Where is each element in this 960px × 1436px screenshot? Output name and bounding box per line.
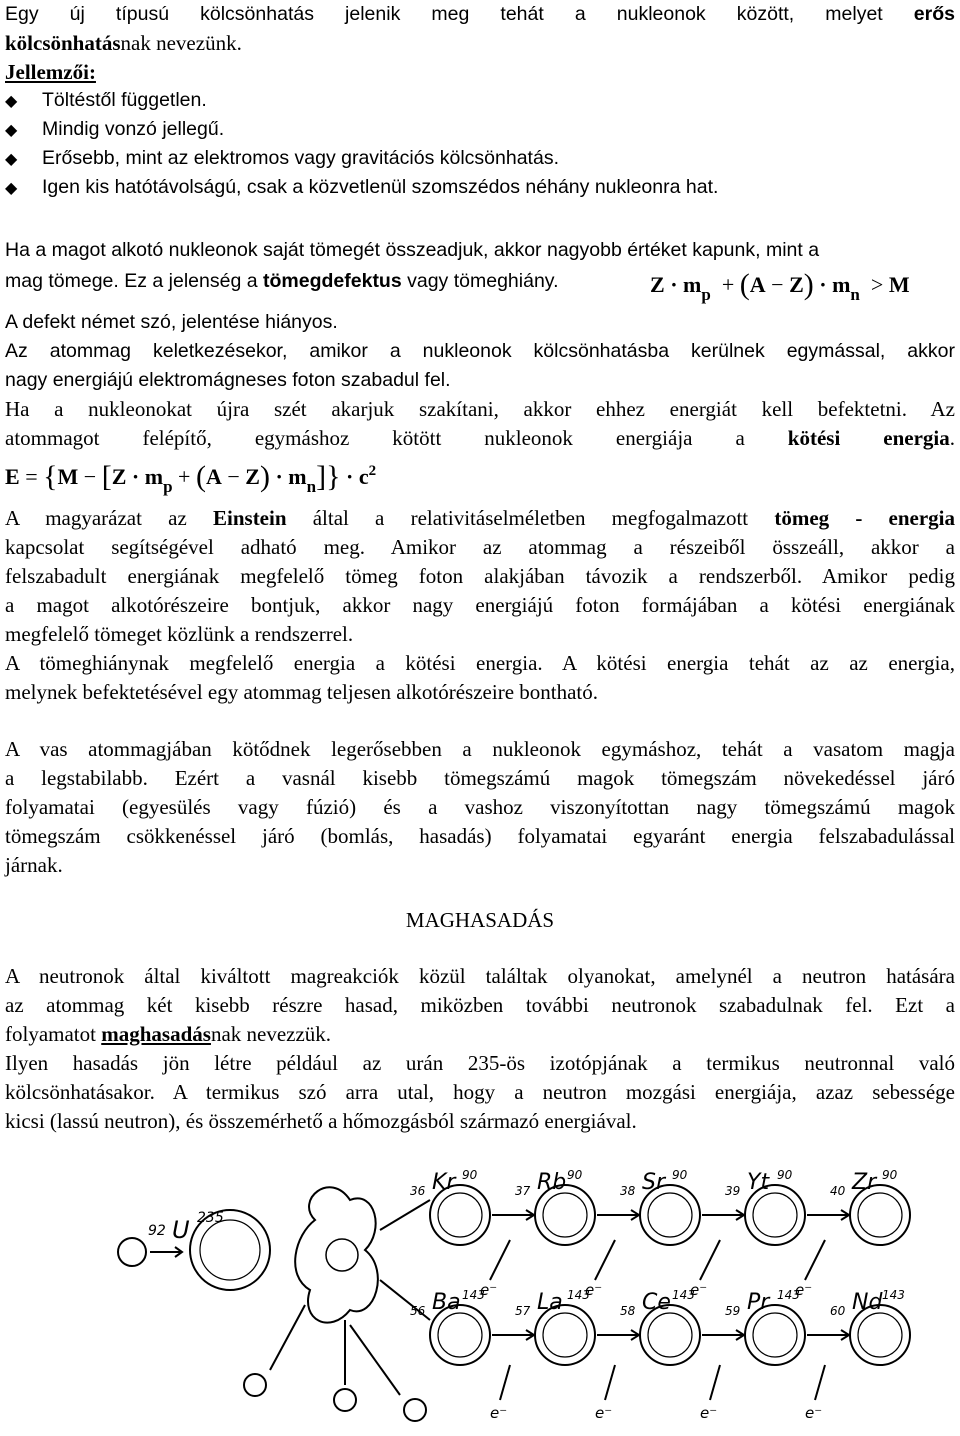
nucleus-label-sym: Kr <box>432 1170 456 1195</box>
einstein-line-6: A tömeghiánynak megfelelő energia a kötési energia. A kötési energia tehát az az energia, <box>5 651 955 675</box>
iron-line-5: járnak. <box>5 853 63 877</box>
nucleus-label-z: 57 <box>515 1304 531 1318</box>
nucleus-label-z: 60 <box>830 1304 846 1318</box>
defect-line-5: nagy energiájú elektromágneses foton szabadul fel. <box>5 369 451 391</box>
bullet-item: Töltéstől független. <box>42 89 207 111</box>
uranium-symbol: U <box>172 1216 190 1244</box>
nucleus-label-z: 58 <box>620 1304 636 1318</box>
defect-line-6: Ha a nukleonokat újra szét akarjuk szakítani, akkor ehhez energiát kell befektetni. Az <box>5 397 955 421</box>
electron-label: e⁻ <box>700 1404 718 1422</box>
bold-term: tömegdefektus <box>263 270 402 292</box>
fission-line-1: A neutronok által kiváltott magreakciók közül találtak olyanokat, amelynél a neutron hatására <box>5 964 955 988</box>
intro-line-1 <box>5 0 955 28</box>
body-text: nak nevezzük. <box>210 1022 332 1046</box>
nucleus-label-z: 56 <box>410 1304 426 1318</box>
iron-line-4: tömegszám csökkenéssel járó (bomlás, hasadás) folyamatai egyaránt energia felszabadulással <box>5 824 955 848</box>
splitting-nucleus <box>295 1187 378 1322</box>
nucleus-label-sym: Sr <box>642 1170 666 1195</box>
nucleus-label-sym: Nd <box>852 1290 883 1315</box>
einstein-line-5: megfelelő tömeget közlünk a rendszerrel. <box>5 622 354 646</box>
nucleus-label-z: 36 <box>410 1184 426 1198</box>
nucleus-label-a: 143 <box>777 1288 800 1302</box>
einstein-line-2: kapcsolat segítségével adható meg. Amikor az atommag a részeiből összeáll, akkor a <box>5 535 955 559</box>
defect-line-3: A defekt német szó, jelentése hiányos. <box>5 311 338 333</box>
diamond-bullet-icon: ◆ <box>5 93 18 110</box>
bold-term: erős <box>913 3 955 25</box>
einstein-line-4: a magot alkotórészeire bontjuk, akkor nagy energiájú foton formájában a kötési energiának <box>5 593 955 617</box>
electron-label: e⁻ <box>480 1281 498 1299</box>
nucleus-label-a: 143 <box>672 1288 695 1302</box>
nucleus-label-sym: Zr <box>852 1170 877 1195</box>
defect-line-4: Az atommag keletkezésekor, amikor a nukleonok kölcsönhatásba kerülnek egymással, akkor <box>5 340 955 362</box>
electron-label: e⁻ <box>595 1404 613 1422</box>
uranium-a-label: 235 <box>197 1210 224 1226</box>
electron-label: e⁻ <box>795 1281 813 1299</box>
characteristics-heading: Jellemzői: <box>5 60 96 84</box>
einstein-line-3: felszabadult energiának megfelelő tömeg foton alakjában távozik a rendszerből. Amikor pedig <box>5 564 955 588</box>
fission-line-6: kicsi (lassú neutron), és összemérhető a hőmozgásból származó energiával. <box>5 1109 637 1133</box>
nucleus-label-a: 143 <box>462 1288 485 1302</box>
nucleus-label-a: 90 <box>777 1168 793 1182</box>
nucleus-label-sym: Yt <box>747 1170 770 1195</box>
nucleus-label-a: 143 <box>882 1288 905 1302</box>
bullet-item: Igen kis hatótávolságú, csak a közvetlenül szomszédos néhány nukleonra hat. <box>42 176 719 198</box>
neutron-circle <box>118 1238 146 1266</box>
nucleus-label-a: 143 <box>567 1288 590 1302</box>
fission-diagram <box>80 1160 940 1430</box>
body-text: . <box>949 426 955 450</box>
nucleus-label-z: 40 <box>830 1184 846 1198</box>
uranium-z-label: 92 <box>148 1223 166 1239</box>
bullet-item: Erősebb, mint az elektromos vagy gravitációs kölcsönhatás. <box>42 147 559 169</box>
electron-label: e⁻ <box>690 1281 708 1299</box>
nucleus-label-z: 39 <box>725 1184 741 1198</box>
intro-text: Egy új típusú kölcsönhatás jelenik meg tehát a nukleonok között, melyet <box>5 3 914 25</box>
bold-term: tömeg - energia <box>774 506 955 530</box>
nucleus-label-z: 37 <box>515 1184 531 1198</box>
electron-label: e⁻ <box>585 1281 603 1299</box>
iron-line-1: A vas atommagjában kötődnek legerősebben a nukleonok egymáshoz, tehát a vasatom magja <box>5 737 955 761</box>
nucleus-label-sym: Pr <box>747 1290 770 1315</box>
body-text: folyamatot <box>5 1022 102 1046</box>
defect-line-1: Ha a magot alkotó nukleonok saját tömegét összeadjuk, akkor nagyobb értéket kapunk, mint a <box>5 239 820 261</box>
bold-term: kötési energia <box>787 426 950 450</box>
bold-term: kölcsönhatás <box>5 31 121 55</box>
bullet-item: Mindig vonzó jellegű. <box>42 118 225 140</box>
section-title: MAGHASADÁS <box>405 908 555 932</box>
bold-term: maghasadás <box>101 1022 211 1046</box>
binding-energy-formula: $E = \{M - [Z \cdot m_p + (A - Z) \cdot m_n]\} \cdot c^2$ <box>5 460 377 496</box>
einstein-line-1 <box>5 504 955 532</box>
body-text: mag tömege. Ez a jelenség a <box>5 270 263 292</box>
nucleus-label-a: 90 <box>672 1168 688 1182</box>
iron-line-3: folyamatai (egyesülés vagy fúzió) és a vashoz viszonyítottan nagy tömegszámú magok <box>5 795 955 819</box>
defect-line-7 <box>5 424 955 452</box>
diamond-bullet-icon: ◆ <box>5 122 18 139</box>
body-text: A magyarázat az <box>5 506 213 530</box>
nucleus-label-a: 90 <box>462 1168 478 1182</box>
diamond-bullet-icon: ◆ <box>5 151 18 168</box>
nucleus-label-z: 59 <box>725 1304 741 1318</box>
mass-defect-formula: $Z \cdot m_p + (A - Z) \cdot m_n > M$ <box>650 268 910 304</box>
intro-line-2 <box>5 29 242 57</box>
nucleus-label-a: 90 <box>567 1168 583 1182</box>
einstein-line-7: melynek befektetésével egy atommag teljesen alkotórészeire bontható. <box>5 680 599 704</box>
nucleus-label-z: 38 <box>620 1184 636 1198</box>
electron-label: e⁻ <box>490 1404 508 1422</box>
nucleus-label-sym: Rb <box>537 1170 567 1195</box>
fission-line-3 <box>5 1020 331 1048</box>
diamond-bullet-icon: ◆ <box>5 180 18 197</box>
electron-label: e⁻ <box>805 1404 823 1422</box>
body-text: vagy tömeghiány. <box>401 270 559 292</box>
intro-text: nak nevezünk. <box>120 31 242 55</box>
bold-term: Einstein <box>213 506 287 530</box>
body-text: által a relativitáselméletben megfogalmazott <box>286 506 775 530</box>
nucleus-label-a: 90 <box>882 1168 898 1182</box>
nucleus-label-sym: Ba <box>432 1290 461 1315</box>
nucleus-label-sym: La <box>537 1290 563 1315</box>
body-text: atommagot felépítő, egymáshoz kötött nukleonok energiája a <box>5 426 788 450</box>
defect-line-2 <box>5 267 559 295</box>
fission-line-4: Ilyen hasadás jön létre például az urán 235-ös izotópjának a termikus neutronnal való <box>5 1051 955 1075</box>
fission-line-2: az atommag két kisebb részre hasad, miközben további neutronok szabadulnak fel. Ezt a <box>5 993 955 1017</box>
fission-line-5: kölcsönhatásakor. A termikus szó arra utal, hogy a neutron mozgási energiája, azaz sebessége <box>5 1080 955 1104</box>
nucleus-label-sym: Ce <box>642 1290 671 1315</box>
iron-line-2: a legstabilabb. Ezért a vasnál kisebb tömegszámú magok tömegszám növekedéssel járó <box>5 766 955 790</box>
